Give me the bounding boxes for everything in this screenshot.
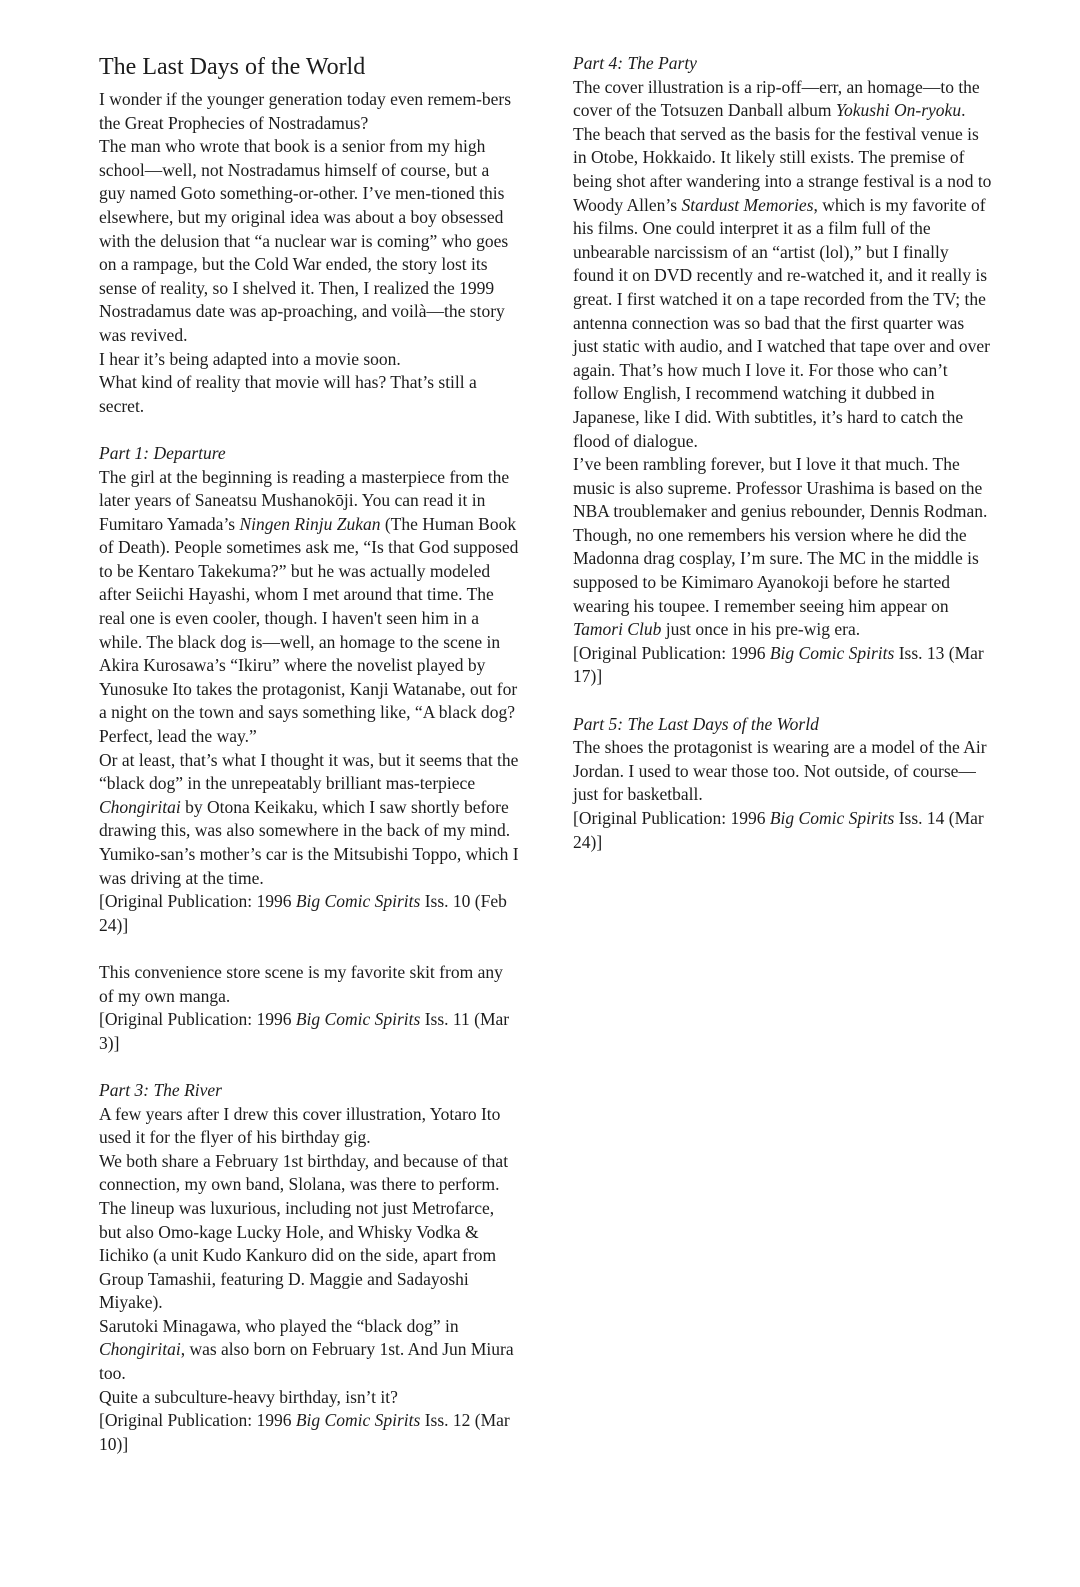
intro-paragraph: The man who wrote that book is a senior from my high school—well, not Nostradamus himself of course, but a guy named Goto something-or-other. I’ve men-tioned this elsewhere, but my original idea was about a boy obsessed with the delusion that “a nuclear war is coming” who goes on a rampage, but the Cold War ended, the story lost its sense of reality, so I shelved it. Then, I realized the 1999 Nostradamus date was ap-proaching, and voilà—the story was revived. — [99, 136, 509, 345]
part4-paragraph: Though, no one remembers his version where he did the Madonna drag cosplay, I’m sure. The MC in the middle is supposed to be Kimimaro Ayanokoji before he started wearing his toupee. I remember seeing him appear on Tamori Club just once in his pre-wig era. — [573, 524, 979, 640]
right-column — [573, 52, 993, 854]
album-title: Yokushi On-ryoku — [835, 100, 962, 121]
show-title: Tamori Club — [573, 619, 662, 640]
left-column — [99, 52, 519, 1456]
part3-paragraph: We both share a February 1st birthday, and because of that connection, my own band, Slolana, was there to perform. The lineup was luxurious, including not just Metrofarce, but also Omo-kage Lucky Hole, and Whisky Vodka & Iichiko (a unit Kudo Kankuro did on the side, apart from Group Tamashii, featuring D. Maggie and Sadayoshi Miyake). — [99, 1150, 509, 1313]
magazine-title: Big Comic Spirits — [769, 808, 895, 828]
film-title: Stardust Memories — [681, 194, 814, 215]
part3-paragraph: Quite a subculture-heavy birthday, isn’t it? — [99, 1386, 398, 1407]
part3-heading: Part 3: The River — [99, 1079, 222, 1100]
film-title: Chongiritai — [99, 796, 181, 817]
publication-note: [Original Publication: 1996 Big Comic Spirits Iss. 11 (Mar 3)] — [99, 1009, 510, 1053]
part3-paragraph: A few years after I drew this cover illustration, Yotaro Ito used it for the flyer of his birthday gig. — [99, 1103, 501, 1148]
part4-heading: Part 4: The Party — [573, 53, 697, 73]
book-title: Ningen Rinju Zukan — [239, 513, 381, 534]
publication-note: [Original Publication: 1996 Big Comic Spirits Iss. 10 (Feb 24)] — [99, 891, 507, 935]
part4-paragraph: I’ve been rambling forever, but I love it that much. The music is also supreme. Professor Urashima is based on the NBA troublemaker and genius rebounder, Dennis Rodman. — [573, 454, 988, 522]
publication-note: [Original Publication: 1996 Big Comic Spirits Iss. 13 (Mar 17)] — [573, 642, 984, 687]
intro-paragraph: I wonder if the younger generation today even remem-bers the Great Prophecies of Nostradamus? — [99, 89, 512, 133]
page-title: The Last Days of the World — [99, 54, 366, 80]
section-gap — [99, 1055, 519, 1079]
part5-heading: Part 5: The Last Days of the World — [573, 713, 819, 734]
film-title: Chongiritai — [99, 1339, 181, 1360]
publication-note: [Original Publication: 1996 Big Comic Spirits Iss. 12 (Mar 10)] — [99, 1410, 510, 1454]
part1-paragraph: Or at least, that’s what I thought it was, but it seems that the “black dog” in the unrepeatably brilliant mas-terpiece Chongiritai by Otona Keikaku, which I saw shortly before drawing this, was also somewhere in the back of my mind. — [99, 749, 519, 841]
intro-paragraph: What kind of reality that movie will has? That’s still a secret. — [99, 372, 477, 416]
magazine-title: Big Comic Spirits — [295, 1009, 421, 1030]
magazine-title: Big Comic Spirits — [295, 1410, 421, 1431]
part1-paragraph: Yumiko-san’s mother’s car is the Mitsubishi Toppo, which I was driving at the time. — [99, 844, 519, 888]
magazine-title: Big Comic Spirits — [295, 891, 421, 912]
intro-paragraph: I hear it’s being adapted into a movie soon. — [99, 348, 401, 369]
part5-paragraph: The shoes the protagonist is wearing are a model of the Air Jordan. I used to wear those too. Not outside, of course—just for basketball. — [573, 737, 987, 805]
section-gap — [99, 418, 519, 442]
part4-paragraph: The cover illustration is a rip-off—err, an homage—to the cover of the Totsuzen Danball album Yokushi On-ryoku. The beach that served as the basis for the festival venue is in Otobe, Hokkaido. It likely still exists. The premise of being shot after wandering into a strange festival is a nod to Woody Allen’s Stardust Memories, which is my favorite of his films. One could interpret it as a film full of the unbearable narcissism of an “artist (lol),” but I finally found it on DVD recently and re-watched it, and it really is great. I first watched it on a tape recorded from the TV; the antenna connection was so bad that the first quarter was just static with audio, and I watched that tape over and over again. That’s how much I love it. For those who can’t follow English, I recommend watching it dubbed in Japanese, like I did. With subtitles, it’s hard to catch the flood of dialogue. — [573, 76, 992, 451]
part1-heading: Part 1: Departure — [99, 442, 226, 463]
part3-paragraph: Sarutoki Minagawa, who played the “black dog” in Chongiritai, was also born on February 1st. And Jun Miura too. — [99, 1315, 514, 1384]
magazine-title: Big Comic Spirits — [769, 642, 895, 663]
publication-note: [Original Publication: 1996 Big Comic Spirits Iss. 14 (Mar 24)] — [573, 808, 984, 852]
section-gap — [573, 689, 993, 713]
part1-paragraph: The girl at the beginning is reading a masterpiece from the later years of Saneatsu Mushanokōji. You can read it in Fumitaro Yamada’s Ningen Rinju Zukan (The Human Book of Death). People sometimes ask me, “Is that God supposed to be Kentaro Takekuma?” but he was actually modeled after Seiichi Hayashi, whom I met around that time. The real one is even cooler, though. I haven't seen him in a while. The black dog is—well, an homage to the scene in Akira Kurosawa’s “Ikiru” where the novelist played by Yunosuke Ito takes the protagonist, Kanji Watanabe, out for a night on the town and says something like, “A black dog? Perfect, lead the way.” — [99, 466, 519, 747]
section-gap — [99, 937, 519, 961]
part2-paragraph: This convenience store scene is my favorite skit from any of my own manga. — [99, 961, 503, 1006]
